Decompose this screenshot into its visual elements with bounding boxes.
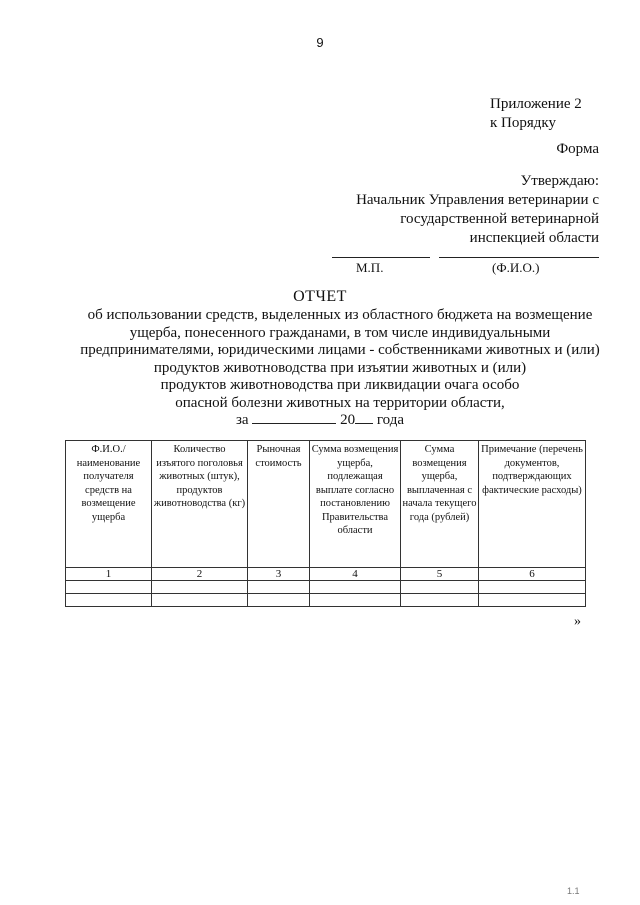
stamp-label: М.П.: [356, 260, 384, 275]
table-cell[interactable]: [66, 581, 152, 594]
period-prefix: за: [236, 412, 249, 428]
table-header-row: [66, 441, 586, 568]
table-cell[interactable]: [479, 594, 586, 607]
report-subtitle: [60, 307, 620, 412]
subtitle-line: опасной болезни животных на территории области,: [175, 394, 505, 411]
appendix-reference: [490, 95, 582, 133]
stamp-signature-line: [332, 257, 430, 258]
name-label: (Ф.И.О.): [492, 260, 540, 275]
table-cell[interactable]: [401, 581, 479, 594]
column-number: 4: [310, 568, 401, 581]
subtitle-line: продуктов животноводства при ликвидации очага особо: [160, 377, 520, 393]
subtitle-line: продуктов животноводства при изъятии животных и (или): [153, 359, 527, 376]
appendix-line: Приложение 2: [490, 96, 582, 112]
year-blank-field[interactable]: [355, 411, 373, 424]
table-cell[interactable]: [310, 581, 401, 594]
footer-mark: 1.1: [567, 886, 580, 896]
approval-block: [356, 172, 599, 248]
column-header-amount-paid: Сумма возмещения ущерба, выплаченная с начала текущего года (рублей): [401, 441, 479, 568]
form-label: Форма: [556, 141, 599, 157]
column-number: 3: [248, 568, 310, 581]
period-blank-field[interactable]: [252, 411, 336, 424]
table-cell[interactable]: [152, 594, 248, 607]
column-number: 6: [479, 568, 586, 581]
table-cell[interactable]: [248, 581, 310, 594]
report-title: ОТЧЕТ: [293, 288, 347, 305]
period-year-prefix: 20: [340, 412, 356, 428]
report-table: [65, 440, 586, 607]
period-suffix: года: [376, 412, 404, 428]
appendix-line: к Порядку: [490, 115, 556, 131]
subtitle-line: об использовании средств, выделенных из областного бюджета на возмещение: [87, 307, 593, 323]
column-header-note: Примечание (перечень документов, подтверждающих фактические расходы): [479, 441, 586, 568]
column-number: 1: [66, 568, 152, 581]
table-row: [66, 594, 586, 607]
subtitle-line: ущерба, понесенного гражданами, в том числе индивидуальными: [129, 324, 551, 341]
approval-line: инспекцией области: [469, 230, 599, 246]
column-number-row: [66, 568, 586, 581]
column-header-recipient: Ф.И.О./ наименование получателя средств на возмещение ущерба: [66, 441, 152, 568]
table-row: [66, 581, 586, 594]
table-cell[interactable]: [401, 594, 479, 607]
table-cell[interactable]: [479, 581, 586, 594]
approval-line: Начальник Управления ветеринарии с: [356, 192, 599, 208]
column-number: 5: [401, 568, 479, 581]
table-cell[interactable]: [310, 594, 401, 607]
subtitle-line: предпринимателями, юридическими лицами - собственниками животных и (или): [80, 342, 600, 358]
column-header-quantity: Количество изъятого поголовья животных (штук), продуктов животноводства (кг): [152, 441, 248, 568]
approval-heading: Утверждаю:: [520, 173, 599, 189]
report-period: [0, 411, 640, 429]
closing-quote: »: [574, 614, 581, 629]
table-cell[interactable]: [248, 594, 310, 607]
table-cell[interactable]: [66, 594, 152, 607]
name-signature-line: [439, 257, 599, 258]
column-number: 2: [152, 568, 248, 581]
page-number: 9: [316, 35, 324, 50]
column-header-market-value: Рыночная стоимость: [248, 441, 310, 568]
table-cell[interactable]: [152, 581, 248, 594]
approval-line: государственной ветеринарной: [400, 211, 599, 227]
column-header-amount-due: Сумма возмещения ущерба, подлежащая выплате согласно постановлению Правительства области: [310, 441, 401, 568]
